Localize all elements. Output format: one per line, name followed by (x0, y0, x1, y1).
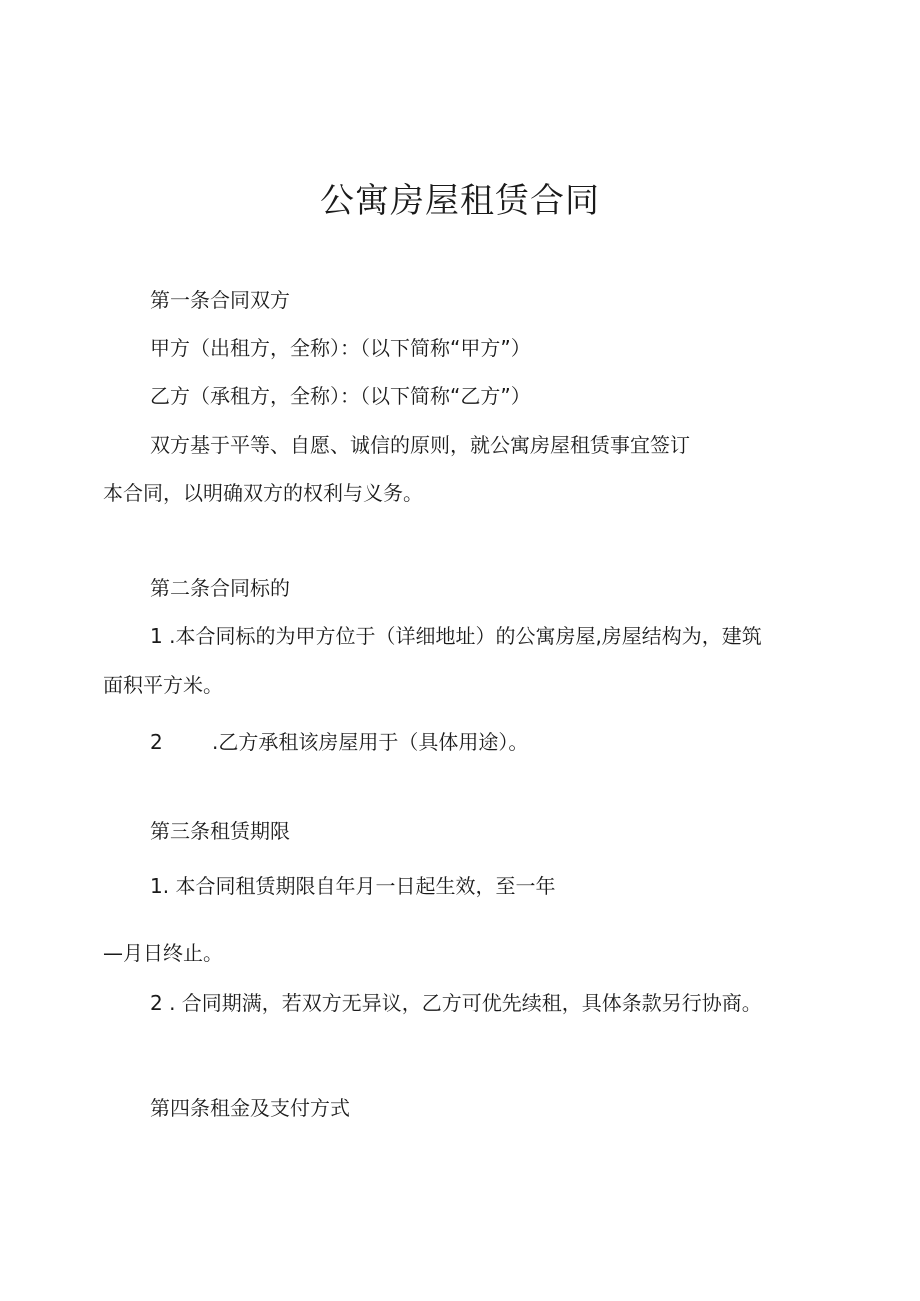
party-a-line: 甲方（出租方，全称）：（以下简称“甲方”） (150, 336, 531, 360)
intro-paragraph-line-2: 本合同，以明确双方的权利与义务。 (103, 481, 423, 505)
section-2-item-1-line-2: 面积平方米。 (103, 673, 223, 697)
section-3-item-1-line-2: —月日终止。 (103, 941, 223, 965)
section-3-item-1-line-1: 1. 本合同租赁期限自年月一日起生效，至一年 (150, 874, 556, 898)
intro-paragraph-line-1: 双方基于平等、自愿、诚信的原则，就公寓房屋租赁事宜签订 (150, 433, 690, 457)
section-2-item-1-line-1: 1 .本合同标的为甲方位于（详细地址）的公寓房屋,房屋结构为，建筑 (150, 624, 762, 648)
section-2-item-2-number: 2 (150, 730, 163, 754)
section-2-item-2-text: .乙方承租该房屋用于（具体用途）。 (212, 730, 529, 754)
section-4-heading: 第四条租金及支付方式 (150, 1096, 350, 1120)
party-b-line: 乙方（承租方，全称）：（以下简称“乙方”） (150, 384, 531, 408)
section-3-item-2: 2 . 合同期满，若双方无异议，乙方可优先续租，具体条款另行协商。 (150, 991, 762, 1015)
section-3-heading: 第三条租赁期限 (150, 819, 290, 843)
document-title: 公寓房屋租赁合同 (320, 181, 600, 221)
section-2-heading: 第二条合同标的 (150, 576, 290, 600)
section-1-heading: 第一条合同双方 (150, 288, 290, 312)
